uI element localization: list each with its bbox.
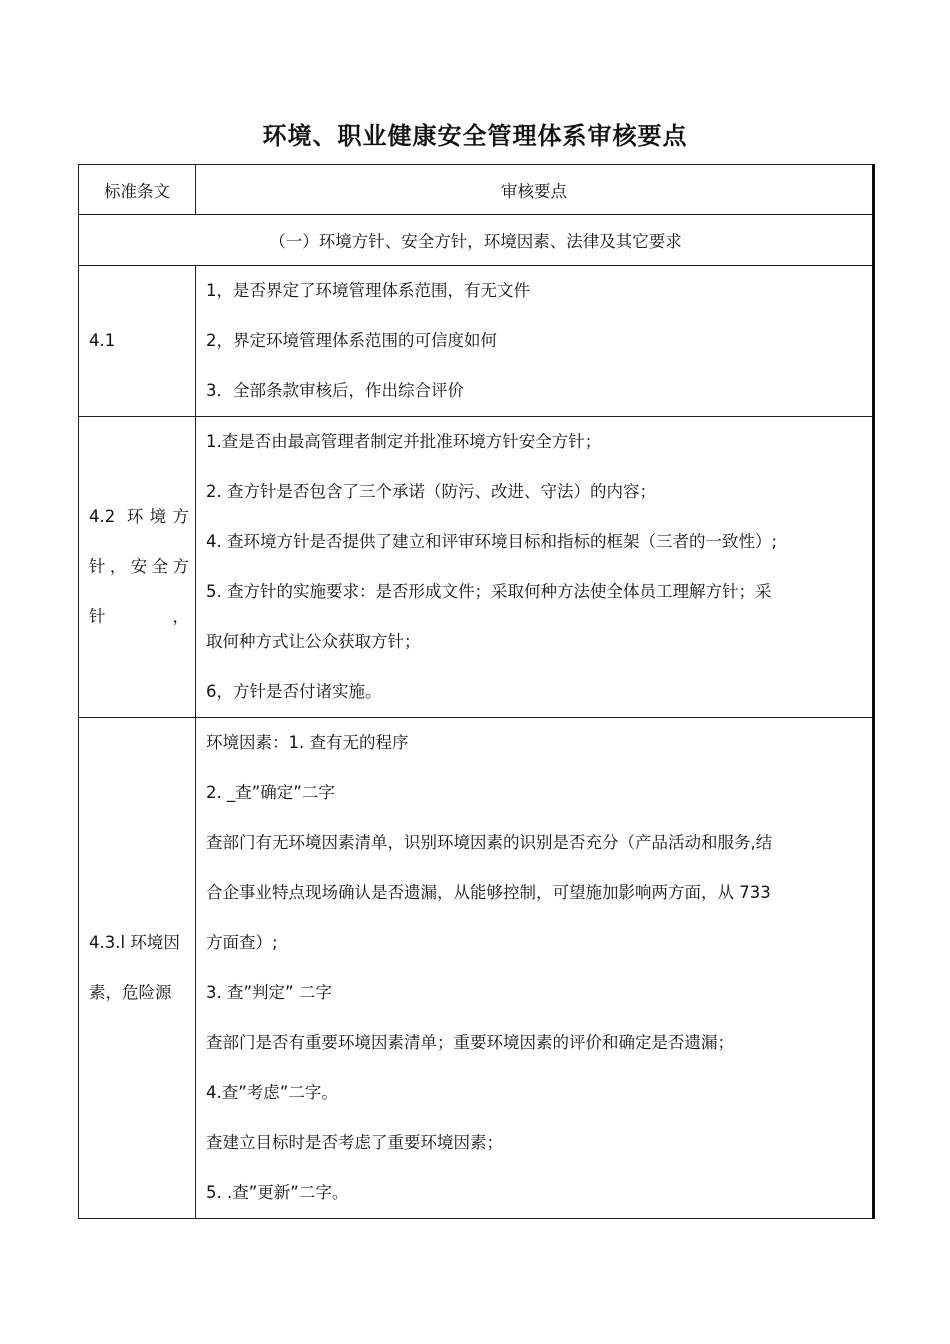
clause-cell [79, 266, 196, 417]
document-title: 环境、职业健康安全管理体系审核要点 [262, 122, 688, 150]
audit-point: 查部门是否有重要环境因素清单；重要环境因素的评价和确定是否遗漏； [206, 1033, 734, 1052]
table-header-row [79, 165, 874, 215]
audit-points-cell [196, 718, 874, 1219]
audit-point: 2，界定环境管理体系范围的可信度如何 [206, 331, 497, 350]
header-audit-points: 审核要点 [196, 165, 874, 215]
clause-label: 4.3.l 环境因素，危险源 [89, 933, 180, 1002]
clause-label: 4.2 环境方针，安全方针， [89, 507, 189, 626]
audit-point: 查部门有无环境因素清单，识别环境因素的识别是否充分（产品活动和服务,结 [206, 833, 773, 852]
audit-point: 查建立目标时是否考虑了重要环境因素； [206, 1133, 503, 1152]
table-row [79, 266, 874, 417]
audit-points-cell [196, 417, 874, 718]
audit-point: 取何种方式让公众获取方针； [206, 632, 421, 651]
table-row [79, 417, 874, 718]
header-clause: 标准条文 [79, 165, 196, 215]
audit-point: 6，方针是否付诸实施。 [206, 682, 382, 701]
clause-cell [79, 718, 196, 1219]
table-row [79, 718, 874, 1219]
clause-cell [79, 417, 196, 718]
audit-points-cell [196, 266, 874, 417]
audit-point: 2. 查方针是否包含了三个承诺（防污、改进、守法）的内容； [206, 482, 656, 501]
audit-point: 5. .查”更新”二字。 [206, 1183, 349, 1202]
audit-point: 环境因素：1. 查有无的程序 [206, 733, 409, 752]
audit-table [78, 164, 875, 1219]
audit-point: 合企事业特点现场确认是否遗漏，从能够控制，可望施加影响两方面，从 733 [206, 883, 771, 902]
audit-point: 3．全部条款审核后，作出综合评价 [206, 381, 464, 400]
audit-point: 4. 查环境方针是否提供了建立和评审环境目标和指标的框架（三者的一致性）; [206, 532, 778, 551]
audit-point: 2. _查”确定”二字 [206, 783, 335, 802]
audit-point: 4.查”考虑”二字。 [206, 1083, 338, 1102]
audit-point: 1，是否界定了环境管理体系范围，有无文件 [206, 281, 530, 300]
audit-point: 方面查）; [206, 933, 278, 952]
audit-point: 1.查是否由最高管理者制定并批准环境方针安全方针； [206, 432, 602, 451]
audit-point: 3. 查”判定” 二字 [206, 983, 332, 1002]
audit-point: 5. 查方针的实施要求：是否形成文件；采取何种方法使全体员工理解方针；采 [206, 582, 772, 601]
section-row [79, 215, 874, 266]
section-title: （一）环境方针、安全方针，环境因素、法律及其它要求 [79, 215, 874, 266]
clause-label: 4.1 [89, 331, 116, 350]
